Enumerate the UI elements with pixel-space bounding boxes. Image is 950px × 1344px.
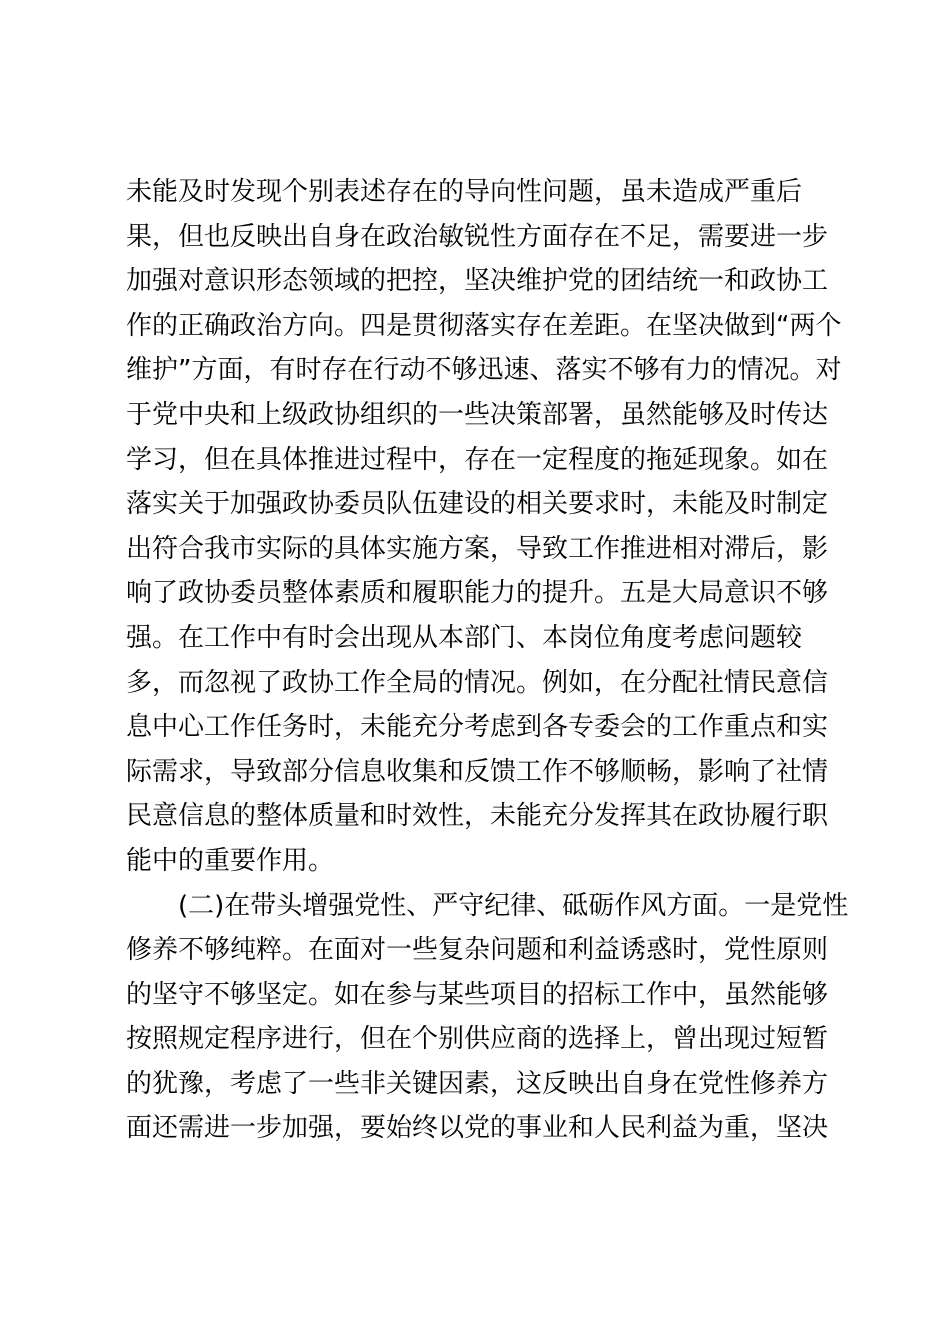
text-line: 息中心工作任务时，未能充分考虑到各专委会的工作重点和实 [126,712,829,743]
text-line: 的犹豫，考虑了一些非关键因素，这反映出自身在党性修养方 [126,1068,829,1099]
text-line: 际需求，导致部分信息收集和反馈工作不够顺畅，影响了社情 [126,756,829,787]
text-line: 面还需进一步加强，要始终以党的事业和人民利益为重，坚决 [126,1113,829,1144]
section-heading-line: (二)在带头增强党性、严守纪律、砥砺作风方面。一是党性 [126,890,849,921]
text-line: 按照规定程序进行，但在个别供应商的选择上，曾出现过短暂 [126,1024,829,1055]
text-line: 民意信息的整体质量和时效性，未能充分发挥其在政协履行职 [126,801,829,832]
text-line: 维护”方面，有时存在行动不够迅速、落实不够有力的情况。对 [126,355,842,386]
text-line: 修养不够纯粹。在面对一些复杂问题和利益诱惑时，党性原则 [126,935,829,966]
body-text [126,170,849,1151]
text-line: 学习，但在具体推进过程中，存在一定程度的拖延现象。如在 [126,444,829,475]
text-line: 于党中央和上级政协组织的一些决策部署，虽然能够及时传达 [126,399,829,430]
text-line: 加强对意识形态领域的把控，坚决维护党的团结统一和政协工 [126,266,829,297]
text-line: 多，而忽视了政协工作全局的情况。例如，在分配社情民意信 [126,667,829,698]
text-line: 的坚守不够坚定。如在参与某些项目的招标工作中，虽然能够 [126,979,829,1010]
text-line: 落实关于加强政协委员队伍建设的相关要求时，未能及时制定 [126,489,829,520]
text-line: 出符合我市实际的具体实施方案，导致工作推进相对滞后，影 [126,533,829,564]
text-line: 响了政协委员整体素质和履职能力的提升。五是大局意识不够 [126,578,829,609]
text-line: 果，但也反映出自身在政治敏锐性方面存在不足，需要进一步 [126,221,829,252]
text-line: 作的正确政治方向。四是贯彻落实存在差距。在坚决做到“两个 [126,310,842,341]
text-line: 能中的重要作用。 [126,845,335,876]
text-line: 强。在工作中有时会出现从本部门、本岗位角度考虑问题较 [126,622,803,653]
text-line: 未能及时发现个别表述存在的导向性问题，虽未造成严重后 [126,177,803,207]
